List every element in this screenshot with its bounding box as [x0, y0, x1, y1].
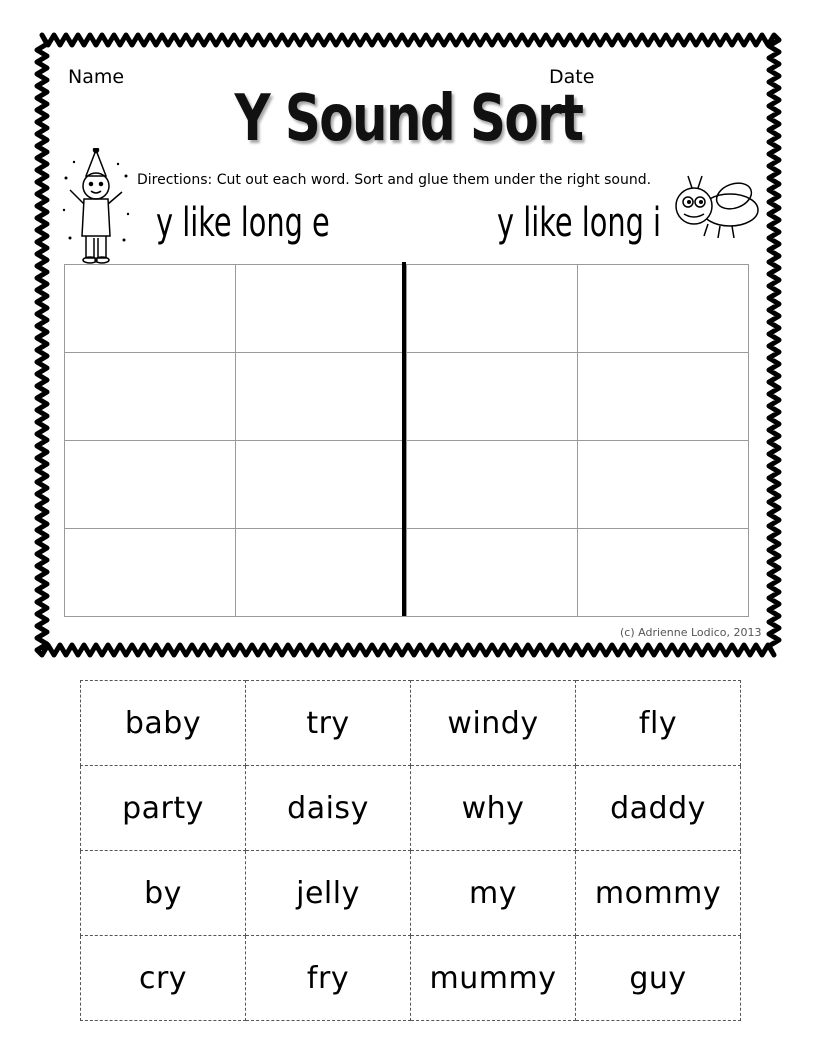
sort-cell: [236, 265, 407, 353]
sort-row: [65, 353, 749, 441]
word-card-row: [81, 936, 741, 1021]
word-card[interactable]: cry: [81, 936, 246, 1021]
name-label: Name: [68, 66, 125, 88]
sort-cell: [65, 353, 236, 441]
sort-cell: [65, 529, 236, 617]
word-card[interactable]: jelly: [246, 851, 411, 936]
sort-cell: [236, 353, 407, 441]
sort-cell: [65, 265, 236, 353]
word-card[interactable]: try: [246, 681, 411, 766]
sort-cell: [236, 529, 407, 617]
sort-row: [65, 265, 749, 353]
sort-grid: [64, 264, 749, 617]
sort-cell: [236, 441, 407, 529]
sort-cell: [407, 529, 578, 617]
column-divider: [402, 262, 406, 616]
word-cards-grid: [80, 680, 741, 1021]
word-card[interactable]: baby: [81, 681, 246, 766]
word-card[interactable]: party: [81, 766, 246, 851]
word-card[interactable]: daddy: [576, 766, 741, 851]
word-card[interactable]: windy: [411, 681, 576, 766]
column-heading-long-e: y like long e: [156, 200, 330, 246]
word-card[interactable]: guy: [576, 936, 741, 1021]
word-card[interactable]: my: [411, 851, 576, 936]
sort-cell: [578, 353, 749, 441]
word-card[interactable]: fly: [576, 681, 741, 766]
page-title: Y Sound Sort: [234, 82, 583, 156]
word-card[interactable]: why: [411, 766, 576, 851]
word-card[interactable]: mummy: [411, 936, 576, 1021]
sort-cell: [407, 353, 578, 441]
sort-row: [65, 441, 749, 529]
fly-bug-icon: [668, 172, 766, 244]
sort-cell: [407, 441, 578, 529]
word-card[interactable]: mommy: [576, 851, 741, 936]
party-kid-icon: [60, 148, 134, 268]
sort-cell: [578, 441, 749, 529]
word-card-row: [81, 851, 741, 936]
copyright-text: (c) Adrienne Lodico, 2013: [620, 626, 762, 639]
column-heading-long-i: y like long i: [497, 200, 662, 246]
sort-row: [65, 529, 749, 617]
word-card-row: [81, 766, 741, 851]
directions-text: Directions: Cut out each word. Sort and glue them under the right sound.: [137, 172, 652, 188]
sort-cell: [407, 265, 578, 353]
word-card[interactable]: fry: [246, 936, 411, 1021]
word-card[interactable]: by: [81, 851, 246, 936]
word-card-row: [81, 681, 741, 766]
word-card[interactable]: daisy: [246, 766, 411, 851]
sort-cell: [578, 529, 749, 617]
sort-cell: [578, 265, 749, 353]
sort-cell: [65, 441, 236, 529]
date-label: Date: [549, 66, 595, 88]
